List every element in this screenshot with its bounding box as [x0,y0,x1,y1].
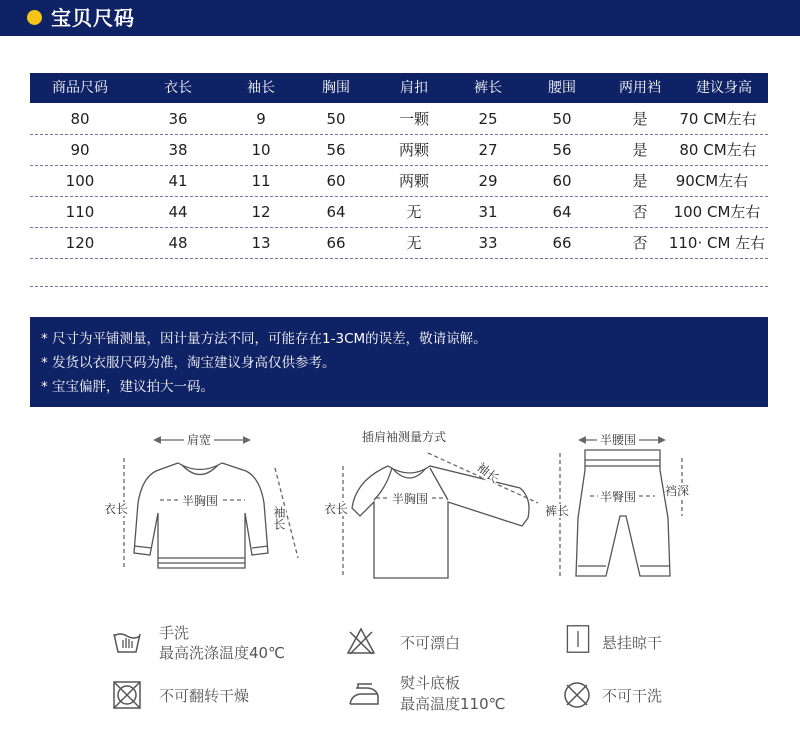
table-cell: 66 [552,234,572,252]
table-cell: 无 [406,234,422,252]
header-bar [0,0,800,36]
care-text-iron-temp: 最高温度110℃ [400,695,506,713]
table-row [30,135,768,165]
table-cell: 无 [406,203,422,221]
care-text-no-tumble-dry: 不可翻转干燥 [159,687,250,705]
line-dry-icon [563,624,593,654]
table-row [30,104,768,134]
table-cell: 一颗 [398,110,429,128]
no-bleach-icon [346,626,376,656]
table-cell: 44 [168,203,188,221]
table-cell: 是 [632,172,648,190]
iron-icon [346,680,382,710]
col-header-sleeve: 袖长 [247,80,275,96]
table-cell: 否 [632,203,648,221]
care-text-no-dry-clean: 不可干洗 [602,687,663,705]
table-cell: 38 [168,141,188,159]
measurement-diagrams [0,408,800,600]
notes-panel [30,317,768,407]
table-cell: 两颗 [398,141,429,159]
label-sweater-length: 衣长 [104,502,129,516]
note-line: * 宝宝偏胖，建议拍大一码。 [41,379,215,395]
label-sweater-sleeve: 袖长 [272,506,286,530]
table-cell: 50 [552,110,572,128]
row-divider [30,258,768,259]
col-header-chest: 胸围 [322,80,350,96]
col-header-waist: 腰围 [548,80,576,96]
table-cell: 66 [326,234,346,252]
table-cell: 48 [168,234,188,252]
table-cell: 29 [478,172,498,190]
table-cell: 12 [251,203,271,221]
label-rise: 裆深 [665,484,690,498]
col-header-shoulder-button: 肩扣 [400,80,428,96]
table-cell: 110 [65,203,95,221]
table-cell: 41 [168,172,188,190]
no-dry-clean-icon [562,680,592,710]
table-cell: 9 [256,110,266,128]
label-raglan-sleeve: 袖长 [474,460,502,486]
table-bottom-divider [30,286,768,287]
label-pants-length: 裤长 [545,504,570,518]
table-cell: 110· CM 左右 [668,234,766,252]
table-cell: 是 [632,110,648,128]
care-instructions [0,600,800,730]
table-cell: 80 CM左右 [679,141,757,159]
col-header-crotch: 两用裆 [619,80,661,96]
col-header-size: 商品尺码 [52,80,108,96]
table-cell: 13 [251,234,271,252]
table-cell: 80 [70,110,90,128]
hand-wash-icon [112,626,142,656]
table-cell: 25 [478,110,498,128]
label-shoulder: 肩宽 [184,433,214,447]
table-cell: 60 [326,172,346,190]
pants-icon [576,450,670,576]
table-cell: 64 [552,203,572,221]
table-cell: 11 [251,172,271,190]
col-header-height: 建议身高 [696,80,752,96]
table-cell: 33 [478,234,498,252]
care-text-iron: 熨斗底板 [400,674,461,692]
table-cell: 60 [552,172,572,190]
table-cell: 100 CM左右 [673,203,761,221]
table-cell: 10 [251,141,271,159]
table-cell: 是 [632,141,648,159]
table-cell: 120 [65,234,95,252]
table-row [30,197,768,227]
label-raglan-title: 插肩袖测量方式 [362,430,447,444]
page-title: 宝贝尺码 [51,6,135,30]
table-cell: 100 [65,172,95,190]
col-header-length: 衣长 [164,80,192,96]
table-cell: 90 [70,141,90,159]
label-sweater-chest: 半胸围 [182,494,219,508]
table-cell: 90CM左右 [675,172,749,190]
care-text-no-bleach: 不可漂白 [400,634,461,652]
table-row [30,166,768,196]
care-text-hand-wash-temp: 最高洗涤温度40℃ [159,644,285,662]
table-cell: 50 [326,110,346,128]
table-cell: 70 CM左右 [679,110,757,128]
note-line: * 尺寸为平铺测量，因计量方法不同，可能存在1-3CM的误差，敬请谅解。 [41,331,487,347]
table-cell: 27 [478,141,498,159]
label-raglan-length: 衣长 [324,502,349,516]
label-hip: 半臀围 [600,490,637,504]
table-cell: 两颗 [398,172,429,190]
table-cell: 64 [326,203,346,221]
col-header-pants-length: 裤长 [474,80,502,96]
care-text-hand-wash: 手洗 [159,624,190,642]
raglan-shirt-icon [352,466,529,578]
bullet-dot-icon [27,10,42,25]
care-text-line-dry: 悬挂晾干 [602,634,663,652]
note-line: * 发货以衣服尺码为准，淘宝建议身高仅供参考。 [41,355,336,371]
size-table [0,36,800,314]
sweater-icon [134,463,268,568]
table-header [30,73,768,103]
table-row [30,228,768,258]
table-cell: 56 [326,141,346,159]
label-waist: 半腰围 [597,433,639,447]
no-tumble-dry-icon [112,680,142,710]
table-cell: 36 [168,110,188,128]
table-cell: 31 [478,203,498,221]
table-cell: 56 [552,141,572,159]
table-cell: 否 [632,234,648,252]
label-raglan-chest: 半胸围 [392,492,429,506]
